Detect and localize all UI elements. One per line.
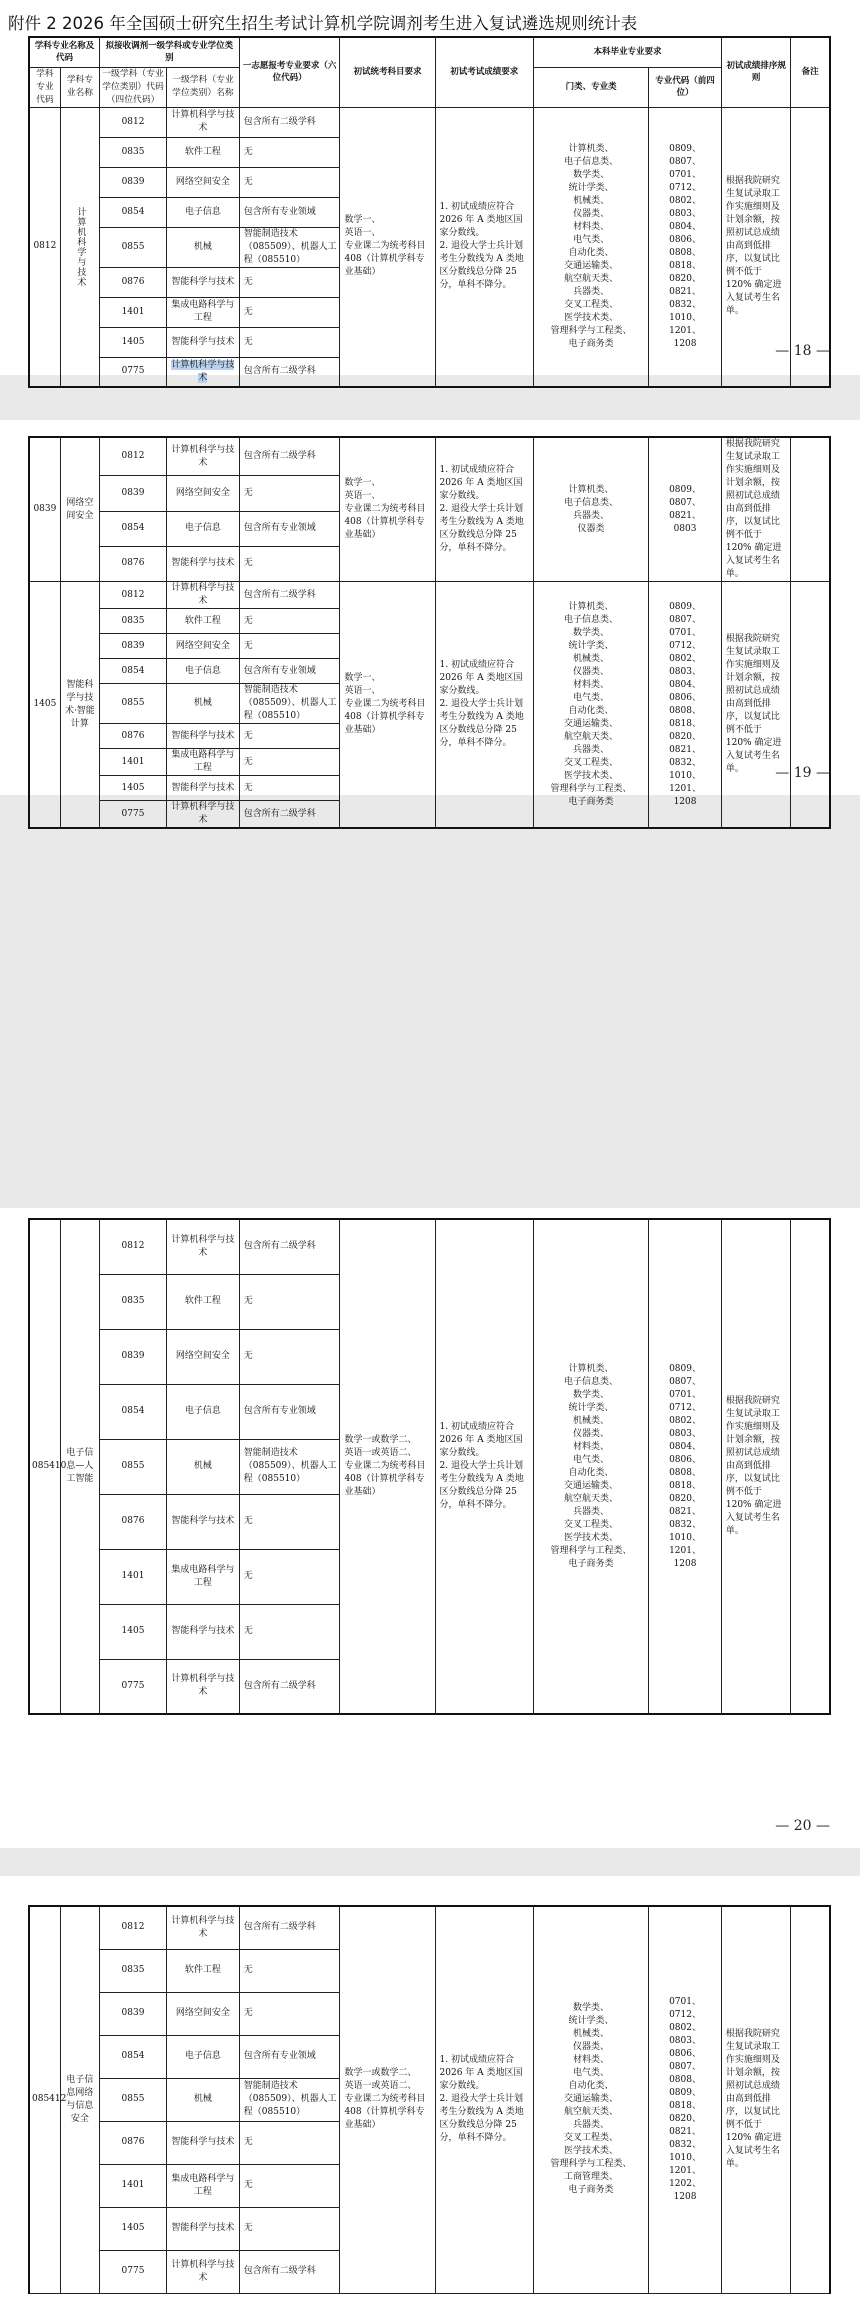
accept-code: 0835 xyxy=(99,137,166,167)
accept-name: 集成电路科学与工程 xyxy=(167,297,240,327)
first-choice-req: 无 xyxy=(239,1494,340,1549)
accept-name: 网络空间安全 xyxy=(167,1992,240,2035)
accept-code: 0855 xyxy=(99,684,166,724)
first-choice-req: 无 xyxy=(239,1549,340,1604)
table-row xyxy=(29,1219,830,1274)
accept-name: 计算机科学与技术 xyxy=(167,1219,240,1274)
exam-subjects: 数学一、 英语一、 专业课二为统考科目 408（计算机学科专业基础） xyxy=(340,437,435,582)
header-remark: 备注 xyxy=(791,37,830,107)
accept-name: 智能科学与技术 xyxy=(167,327,240,357)
first-choice-req: 无 xyxy=(239,1949,340,1992)
accept-name: 网络空间安全 xyxy=(167,1329,240,1384)
header-prog-code: 学科专业代码 xyxy=(29,67,60,107)
accept-code: 0839 xyxy=(99,1992,166,2035)
first-choice-req: 包含所有专业领域 xyxy=(239,2035,340,2078)
program-name: 电子信息网络与信息安全 xyxy=(60,1906,99,2293)
accept-name: 集成电路科学与工程 xyxy=(167,749,240,776)
remark-cell xyxy=(791,582,830,829)
accept-code: 0775 xyxy=(99,357,166,387)
first-choice-req: 无 xyxy=(239,2164,340,2207)
accept-code: 0839 xyxy=(99,167,166,197)
header-acc-name: 一级学科（专业学位类别）名称 xyxy=(167,67,240,107)
first-choice-req: 智能制造技术（085509）、机器人工程（085510） xyxy=(239,227,340,267)
accept-code: 0839 xyxy=(99,634,166,659)
accept-code: 0839 xyxy=(99,476,166,511)
accept-name: 集成电路科学与工程 xyxy=(167,2164,240,2207)
accept-code: 0812 xyxy=(99,582,166,609)
first-choice-req: 包含所有二级学科 xyxy=(239,437,340,476)
program-name: 智能科学与技术·智能计算 xyxy=(60,582,99,829)
header-accept: 拟接收调剂一级学科或专业学位类别 xyxy=(99,37,239,67)
score-requirement: 1. 初试成绩应符合 2026 年 A 类地区国家分数线。 2. 退役大学士兵计划考生分数线为 A 类地区分数线总分降 25 分，单科不降分。 xyxy=(435,1219,533,1714)
undergrad-codes: 0701、 0712、 0802、 0803、 0806、 0807、 0808、 0809、 0818、 0820、 0821、 0832、 1010、 1201、 1202、 1208 xyxy=(649,1906,722,2293)
first-choice-req: 无 xyxy=(239,1329,340,1384)
accept-name: 计算机科学与技术 xyxy=(167,801,240,829)
ranking-rule: 根据我院研究生复试录取工作实施细则及计划余额，按照初试总成绩由高到低排序，以复试比例不低于 120% 确定进入复试考生名单。 xyxy=(721,1906,790,2293)
first-choice-req: 包含所有专业领域 xyxy=(239,659,340,684)
table-row xyxy=(29,107,830,137)
first-choice-req: 无 xyxy=(239,267,340,297)
header-acc-code: 一级学科（专业学位类别）代码（四位代码） xyxy=(99,67,166,107)
table-programs-0839-1405 xyxy=(28,436,831,829)
exam-subjects: 数学一或数学二、 英语一或英语二、 专业课二为统考科目 408（计算机学科专业基础） xyxy=(340,1219,435,1714)
accept-code: 0775 xyxy=(99,2250,166,2293)
accept-name: 软件工程 xyxy=(167,1274,240,1329)
first-choice-req: 无 xyxy=(239,2207,340,2250)
first-choice-req: 包含所有专业领域 xyxy=(239,511,340,546)
accept-code: 0876 xyxy=(99,546,166,581)
program-name: 电子信息—人工智能 xyxy=(60,1219,99,1714)
accept-code: 0812 xyxy=(99,437,166,476)
accept-name: 机械 xyxy=(167,1439,240,1494)
first-choice-req: 无 xyxy=(239,724,340,749)
undergrad-categories: 数学类、 统计学类、 机械类、 仪器类、 材料类、 电气类、 自动化类、 交通运输类、 航空航天类、 兵器类、 交叉工程类、 医学技术类、 管理科学与工程类、 工商管理类、 电子商务类 xyxy=(533,1906,648,2293)
accept-code: 0854 xyxy=(99,197,166,227)
first-choice-req: 包含所有二级学科 xyxy=(239,107,340,137)
accept-name: 网络空间安全 xyxy=(167,634,240,659)
undergrad-categories: 计算机类、 电子信息类、 兵器类、 仪器类 xyxy=(533,437,648,582)
first-choice-req: 包含所有二级学科 xyxy=(239,1906,340,1949)
accept-name xyxy=(167,357,240,387)
accept-name: 智能科学与技术 xyxy=(167,546,240,581)
exam-subjects: 数学一、 英语一、 专业课二为统考科目 408（计算机学科专业基础） xyxy=(340,107,435,387)
undergrad-codes: 0809、 0807、 0821、 0803 xyxy=(649,437,722,582)
page-number: — 18 — xyxy=(775,343,830,359)
accept-name: 机械 xyxy=(167,227,240,267)
score-requirement: 1. 初试成绩应符合 2026 年 A 类地区国家分数线。 2. 退役大学士兵计划考生分数线为 A 类地区分数线总分降 25 分，单科不降分。 xyxy=(435,1906,533,2293)
first-choice-req: 包含所有专业领域 xyxy=(239,197,340,227)
accept-code: 0876 xyxy=(99,1494,166,1549)
undergrad-categories: 计算机类、 电子信息类、 数学类、 统计学类、 机械类、 仪器类、 材料类、 电气类、 自动化类、 交通运输类、 航空航天类、 兵器类、 交叉工程类、 医学技术类、 管理科学与工程类、 电子商务类 xyxy=(533,582,648,829)
accept-code: 0835 xyxy=(99,1274,166,1329)
accept-code: 1405 xyxy=(99,1604,166,1659)
first-choice-req: 包含所有二级学科 xyxy=(239,357,340,387)
accept-name: 智能科学与技术 xyxy=(167,2207,240,2250)
accept-code: 0855 xyxy=(99,227,166,267)
accept-code: 1401 xyxy=(99,1549,166,1604)
accept-code: 0775 xyxy=(99,801,166,829)
program-code: 0812 xyxy=(29,107,60,387)
accept-name: 智能科学与技术 xyxy=(167,1604,240,1659)
undergrad-codes: 0809、 0807、 0701、 0712、 0802、 0803、 0804、 0806、 0808、 0818、 0820、 0821、 0832、 1010、 1201、 1208 xyxy=(649,107,722,387)
first-choice-req: 无 xyxy=(239,167,340,197)
accept-code: 0835 xyxy=(99,609,166,634)
highlighted-text: 计算机科学与技术 xyxy=(171,359,235,383)
first-choice-req: 无 xyxy=(239,749,340,776)
score-requirement: 1. 初试成绩应符合 2026 年 A 类地区国家分数线。 2. 退役大学士兵计划考生分数线为 A 类地区分数线总分降 25 分，单科不降分。 xyxy=(435,107,533,387)
table-row xyxy=(29,1906,830,1949)
page-18 xyxy=(0,0,860,383)
accept-code: 0854 xyxy=(99,1384,166,1439)
ranking-rule: 根据我院研究生复试录取工作实施细则及计划余额，按照初试总成绩由高到低排序，以复试比例不低于 120% 确定进入复试考生名单。 xyxy=(721,107,790,387)
first-choice-req: 包含所有专业领域 xyxy=(239,1384,340,1439)
remark-cell xyxy=(791,1219,830,1714)
first-choice-req: 无 xyxy=(239,1274,340,1329)
page-20 xyxy=(0,1208,860,1848)
first-choice-req: 包含所有二级学科 xyxy=(239,1219,340,1274)
accept-name: 智能科学与技术 xyxy=(167,1494,240,1549)
accept-code: 1401 xyxy=(99,297,166,327)
accept-code: 1405 xyxy=(99,2207,166,2250)
first-choice-req: 包含所有二级学科 xyxy=(239,2250,340,2293)
first-choice-req: 无 xyxy=(239,609,340,634)
first-choice-req: 无 xyxy=(239,476,340,511)
accept-code: 0854 xyxy=(99,659,166,684)
program-name: 计算机科学与技术 xyxy=(60,107,99,387)
score-requirement: 1. 初试成绩应符合 2026 年 A 类地区国家分数线。 2. 退役大学士兵计划考生分数线为 A 类地区分数线总分降 25 分，单科不降分。 xyxy=(435,582,533,829)
page-19 xyxy=(0,420,860,825)
first-choice-req: 无 xyxy=(239,1604,340,1659)
accept-code: 0812 xyxy=(99,1906,166,1949)
first-choice-req: 智能制造技术（085509）、机器人工程（085510） xyxy=(239,684,340,724)
accept-name: 计算机科学与技术 xyxy=(167,2250,240,2293)
accept-name: 软件工程 xyxy=(167,1949,240,1992)
table-row xyxy=(29,437,830,476)
accept-name: 智能科学与技术 xyxy=(167,724,240,749)
accept-name: 软件工程 xyxy=(167,137,240,167)
first-choice-req: 智能制造技术（085509）、机器人工程（085510） xyxy=(239,2078,340,2121)
undergrad-codes: 0809、 0807、 0701、 0712、 0802、 0803、 0804、 0806、 0808、 0818、 0820、 0821、 0832、 1010、 1201、 1208 xyxy=(649,582,722,829)
table-program-0812 xyxy=(28,36,831,388)
accept-code: 0839 xyxy=(99,1329,166,1384)
first-choice-req: 无 xyxy=(239,546,340,581)
program-code: 085410 xyxy=(29,1219,60,1714)
accept-name: 计算机科学与技术 xyxy=(167,437,240,476)
first-choice-req: 无 xyxy=(239,634,340,659)
ranking-rule: 根据我院研究生复试录取工作实施细则及计划余额，按照初试总成绩由高到低排序，以复试比例不低于 120% 确定进入复试考生名单。 xyxy=(721,437,790,582)
accept-code: 1405 xyxy=(99,327,166,357)
accept-name: 电子信息 xyxy=(167,659,240,684)
header-prog-name: 学科专业名称 xyxy=(60,67,99,107)
program-code: 0839 xyxy=(29,437,60,582)
accept-code: 0876 xyxy=(99,724,166,749)
program-name: 网络空间安全 xyxy=(60,437,99,582)
accept-name: 计算机科学与技术 xyxy=(167,1906,240,1949)
accept-code: 1401 xyxy=(99,749,166,776)
accept-code: 1401 xyxy=(99,2164,166,2207)
accept-code: 0855 xyxy=(99,2078,166,2121)
accept-code: 0812 xyxy=(99,1219,166,1274)
accept-name: 智能科学与技术 xyxy=(167,2121,240,2164)
accept-name: 计算机科学与技术 xyxy=(167,107,240,137)
accept-name: 集成电路科学与工程 xyxy=(167,1549,240,1604)
header-category: 门类、专业类 xyxy=(533,67,648,107)
exam-subjects: 数学一、 英语一、 专业课二为统考科目 408（计算机学科专业基础） xyxy=(340,582,435,829)
first-choice-req: 无 xyxy=(239,297,340,327)
accept-code: 0854 xyxy=(99,511,166,546)
program-code: 1405 xyxy=(29,582,60,829)
first-choice-req: 包含所有二级学科 xyxy=(239,801,340,829)
accept-code: 1405 xyxy=(99,776,166,801)
first-choice-req: 无 xyxy=(239,137,340,167)
accept-name: 网络空间安全 xyxy=(167,167,240,197)
header-major-code: 专业代码（前四位） xyxy=(649,67,722,107)
document-title: 附件 2 2026 年全国硕士研究生招生考试计算机学院调剂考生进入复试遴选规则统计表 xyxy=(8,14,638,33)
first-choice-req: 无 xyxy=(239,327,340,357)
header-undergrad: 本科毕业专业要求 xyxy=(533,37,721,67)
header-ranking: 初试成绩排序规则 xyxy=(721,37,790,107)
page-number: — 19 — xyxy=(775,765,830,781)
accept-name: 电子信息 xyxy=(167,1384,240,1439)
accept-code: 0854 xyxy=(99,2035,166,2078)
table-program-085410 xyxy=(28,1218,831,1715)
first-choice-req: 无 xyxy=(239,2121,340,2164)
remark-cell xyxy=(791,437,830,582)
first-choice-req: 无 xyxy=(239,776,340,801)
accept-code: 0876 xyxy=(99,267,166,297)
accept-name: 软件工程 xyxy=(167,609,240,634)
accept-name: 机械 xyxy=(167,2078,240,2121)
ranking-rule: 根据我院研究生复试录取工作实施细则及计划余额，按照初试总成绩由高到低排序，以复试比例不低于 120% 确定进入复试考生名单。 xyxy=(721,582,790,829)
header-program: 学科专业名称及代码 xyxy=(29,37,99,67)
accept-name: 网络空间安全 xyxy=(167,476,240,511)
undergrad-categories: 计算机类、 电子信息类、 数学类、 统计学类、 机械类、 仪器类、 材料类、 电气类、 自动化类、 交通运输类、 航空航天类、 兵器类、 交叉工程类、 医学技术类、 管理科学与工程类、 电子商务类 xyxy=(533,1219,648,1714)
accept-name: 智能科学与技术 xyxy=(167,267,240,297)
accept-name: 电子信息 xyxy=(167,2035,240,2078)
accept-code: 0812 xyxy=(99,107,166,137)
accept-code: 0775 xyxy=(99,1659,166,1714)
accept-name: 电子信息 xyxy=(167,511,240,546)
page-number: — 20 — xyxy=(775,1818,830,1834)
exam-subjects: 数学一或数学二、 英语一或英语二、 专业课二为统考科目 408（计算机学科专业基础） xyxy=(340,1906,435,2293)
program-code: 085412 xyxy=(29,1906,60,2293)
accept-code: 0855 xyxy=(99,1439,166,1494)
table-row xyxy=(29,582,830,609)
accept-code: 0876 xyxy=(99,2121,166,2164)
first-choice-req: 包含所有二级学科 xyxy=(239,1659,340,1714)
accept-name: 计算机科学与技术 xyxy=(167,582,240,609)
first-choice-req: 智能制造技术（085509）、机器人工程（085510） xyxy=(239,1439,340,1494)
accept-name: 电子信息 xyxy=(167,197,240,227)
undergrad-categories: 计算机类、 电子信息类、 数学类、 统计学类、 机械类、 仪器类、 材料类、 电气类、 自动化类、 交通运输类、 航空航天类、 兵器类、 交叉工程类、 医学技术类、 管理科学与工程类、 电子商务类 xyxy=(533,107,648,387)
page-21 xyxy=(0,1876,860,2311)
accept-code: 0835 xyxy=(99,1949,166,1992)
header-score-req: 初试考试成绩要求 xyxy=(435,37,533,107)
score-requirement: 1. 初试成绩应符合 2026 年 A 类地区国家分数线。 2. 退役大学士兵计划考生分数线为 A 类地区分数线总分降 25 分，单科不降分。 xyxy=(435,437,533,582)
table-program-085412 xyxy=(28,1905,831,2294)
first-choice-req: 无 xyxy=(239,1992,340,2035)
accept-name: 智能科学与技术 xyxy=(167,776,240,801)
accept-name: 计算机科学与技术 xyxy=(167,1659,240,1714)
undergrad-codes: 0809、 0807、 0701、 0712、 0802、 0803、 0804、 0806、 0808、 0818、 0820、 0821、 0832、 1010、 1201、 1208 xyxy=(649,1219,722,1714)
first-choice-req: 包含所有二级学科 xyxy=(239,582,340,609)
header-exam-subjects: 初试统考科目要求 xyxy=(340,37,435,107)
remark-cell xyxy=(791,1906,830,2293)
header-first-choice: 一志愿报考专业要求（六位代码） xyxy=(239,37,340,107)
accept-name: 机械 xyxy=(167,684,240,724)
ranking-rule: 根据我院研究生复试录取工作实施细则及计划余额，按照初试总成绩由高到低排序，以复试比例不低于 120% 确定进入复试考生名单。 xyxy=(721,1219,790,1714)
